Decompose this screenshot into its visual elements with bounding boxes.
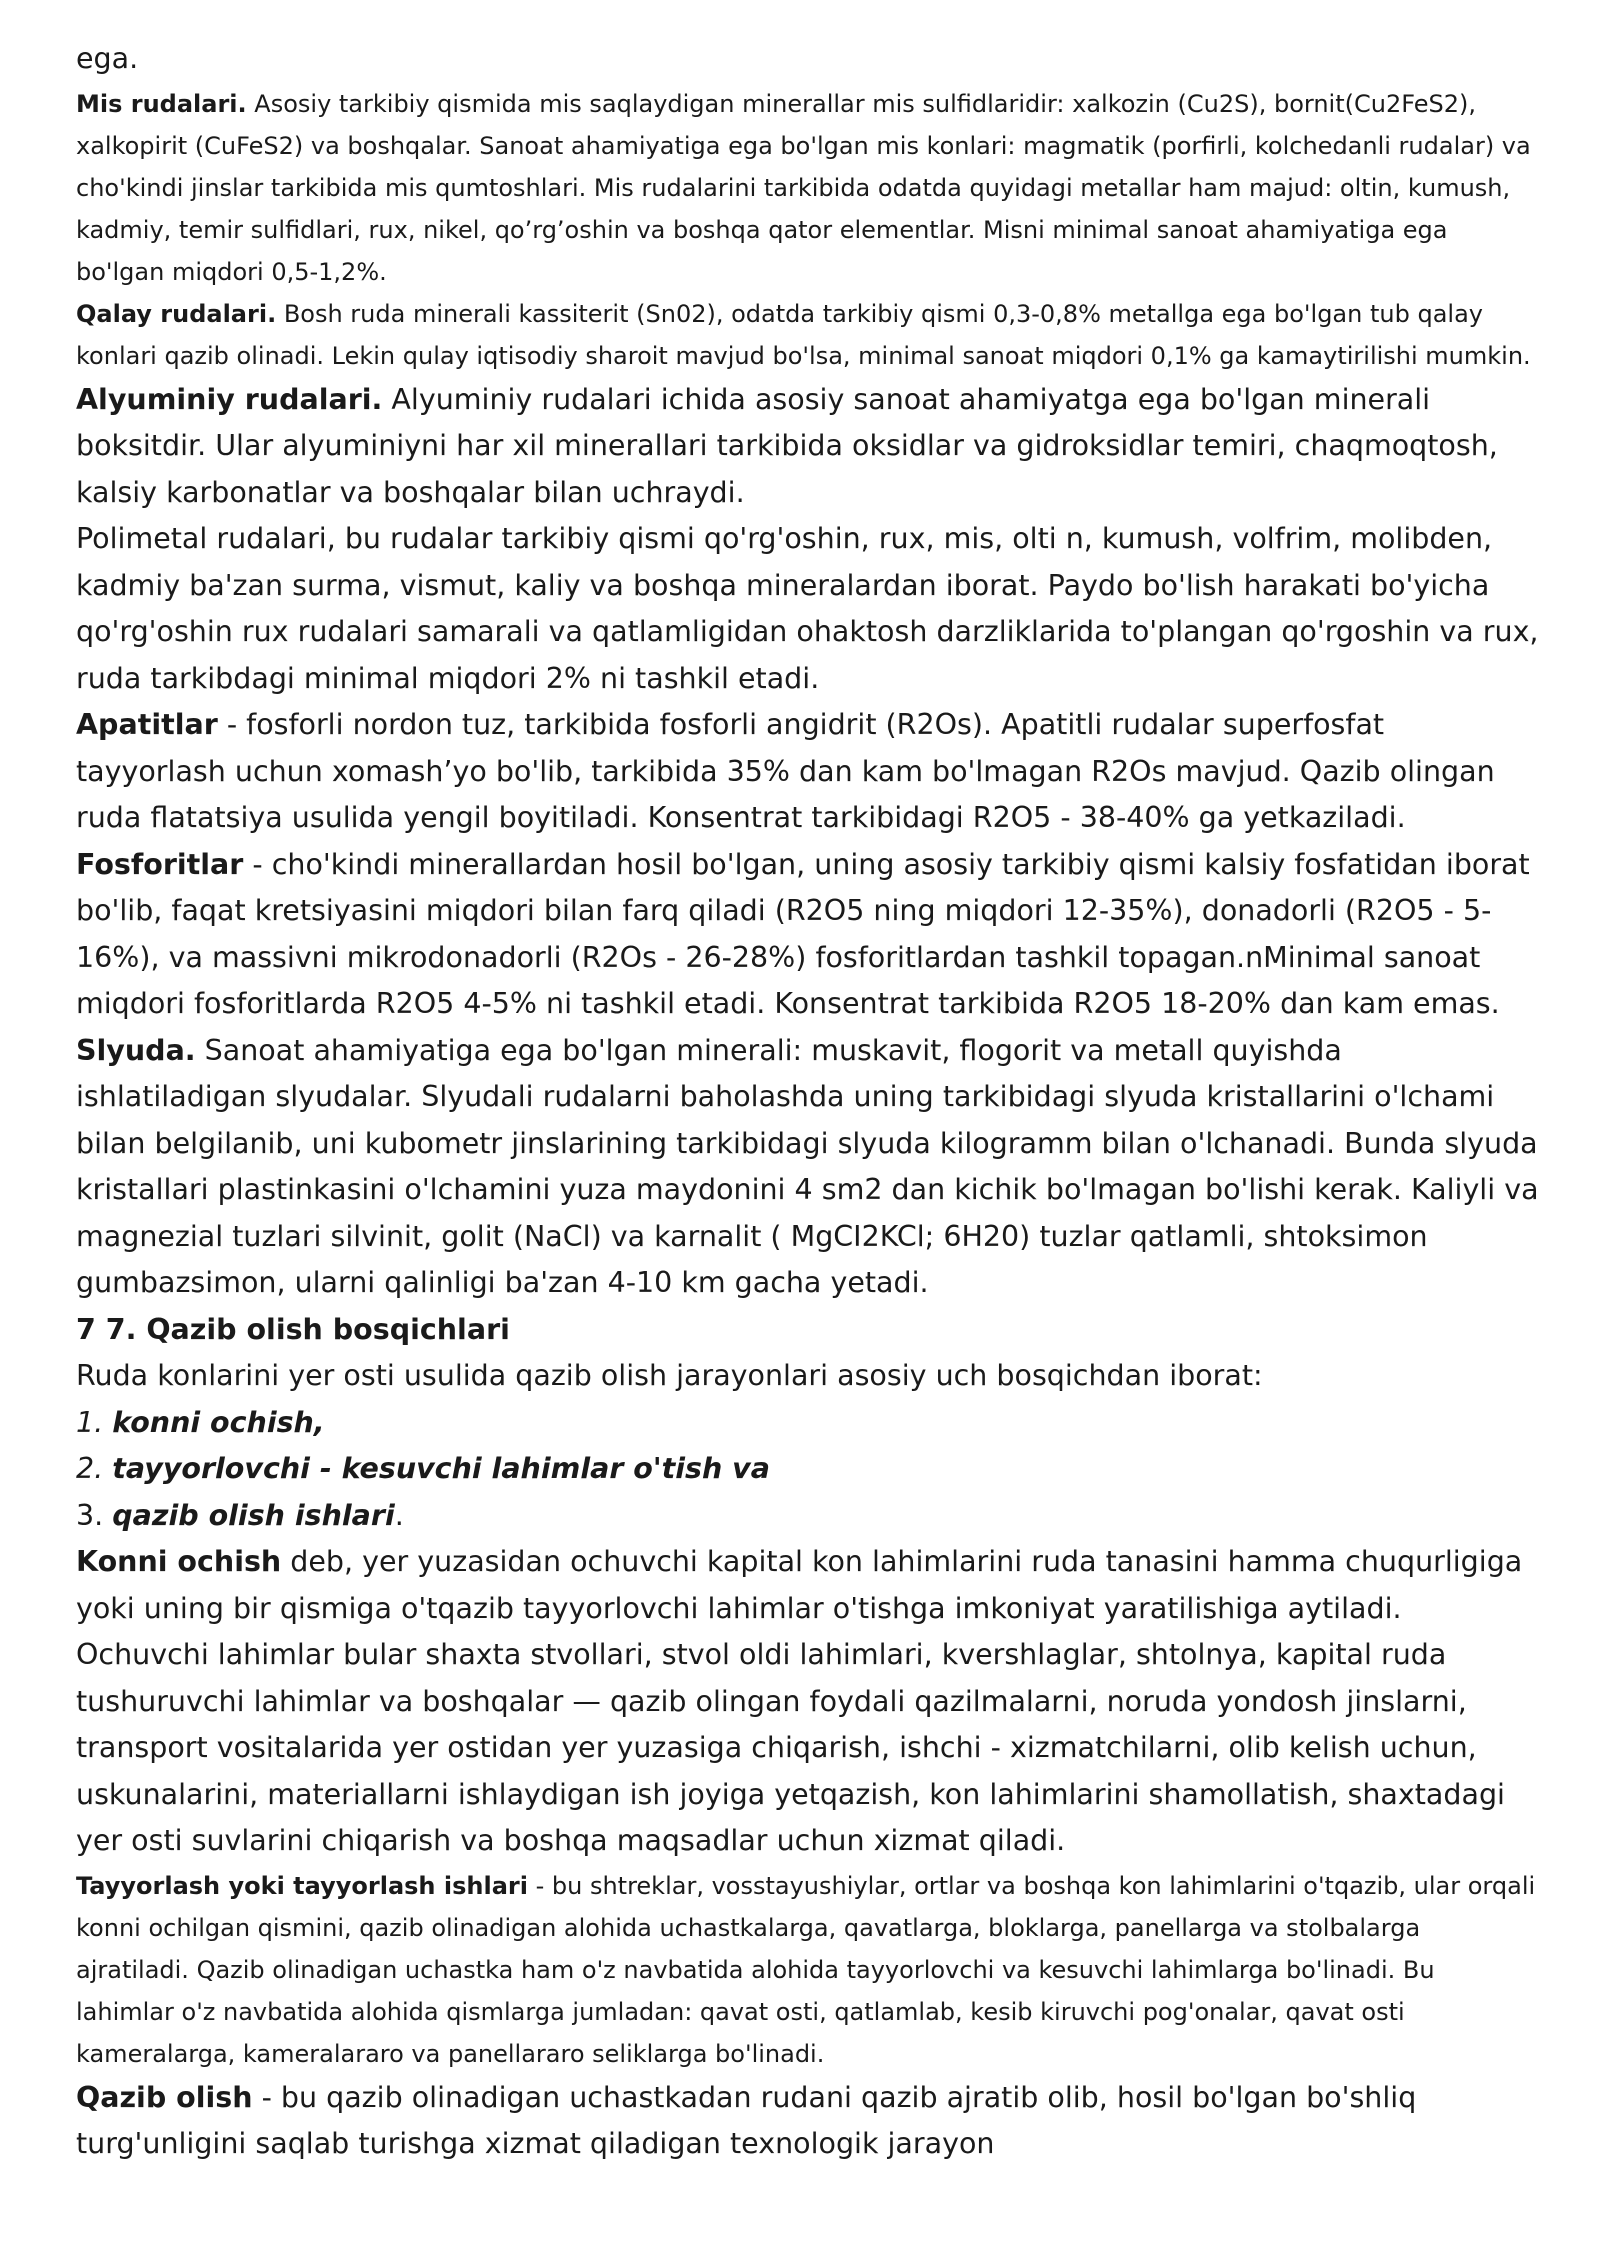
paragraph-text: deb, yer yuzasidan ochuvchi kapital kon lahimlarini ruda tanasini hamma chuqurligiga yoki uning bir qismiga o'tqazib tayyorlovchi lahimlar o'tishga imkoniyat yaratilishiga aytiladi. Ochuvchi lahimlar bular shaxta stvollari, stvol oldi lahimlari, kvershlaglar, shtolnya, kapital ruda tushuruvchi lahimlar va boshqalar — qazib olingan foydali qazilmalarni, noruda yondosh jinslarni, transport vositalarida yer ostidan yer yuzasiga chiqarish, ishchi - xizmatchilarni, olib kelish uchun, uskunalarini, materiallarni ishlaydigan ish joyiga yetqazish, kon lahimlarini shamollatish, shaxtadagi yer osti suvlarini chiqarish va boshqa maqsadlar uchun xizmat qiladi.	[76, 1545, 1523, 1857]
term-heading: Mis rudalari.	[76, 89, 247, 118]
paragraph-text: - bu qazib olinadigan uchastkadan rudani qazib ajratib olib, hosil bo'lgan bo'shliq turg'unligini saqlab turishga xizmat qiladigan texnologik jarayon	[76, 2080, 1417, 2160]
list-item	[76, 1400, 1540, 1447]
paragraph-text: Polimetal rudalari, bu rudalar tarkibiy qismi qo'rg'oshin, rux, mis, olti n, kumush, volfrim, molibden, kadmiy ba'zan surma, vismut, kaliy va boshqa mineralardan iborat. Paydo bo'lish harakati bo'yicha qo'rg'oshin rux rudalari samarali va qatlamligidan ohaktosh darzliklarida to'plangan qo'rgoshin va rux, ruda tarkibdagi minimal miqdori 2% ni tashkil etadi.	[76, 522, 1539, 695]
paragraph-text: Ruda konlarini yer osti usulida qazib olish jarayonlari asosiy uch bosqichdan iborat:	[76, 1359, 1263, 1392]
paragraph-text: ega.	[76, 42, 139, 75]
paragraph-extraction	[76, 2075, 1540, 2168]
list-item-text: qazib olish ishlari	[112, 1498, 395, 1532]
paragraph-text: - bu shtreklar, vosstayushiylar, ortlar va boshqa kon lahimlarini o'tqazib, ular orqali konni ochilgan qismini, qazib olinadigan alohida uchastkalarga, qavatlarga, bloklarga, panellarga va stolbalarga ajratiladi. Qazib olinadigan uchastka ham o'z navbatida alohida tayyorlovchi va kesuvchi lahimlarga bo'linadi. Bu lahimlar o'z navbatida alohida qismlarga jumladan: qavat osti, qatlamlab, kesib kiruvchi pog'onalar, qavat osti kameralarga, kameralararo va panellararo seliklarga bo'linadi.	[76, 1871, 1536, 2068]
paragraph-text: - cho'kindi minerallardan hosil bo'lgan, uning asosiy tarkibiy qismi kalsiy fosfatidan iborat bo'lib, faqat kretsiyasini miqdori bilan farq qiladi (R2O5 ning miqdori 12-35%), donadorli (R2O5 - 5-16%), va massivni mikrodonadorli (R2Os - 26-28%) fosforitlardan tashkil topagan.nMinimal sanoat miqdori fosforitlarda R2O5 4-5% ni tashkil etadi. Konsentrat tarkibida R2O5 18-20% dan kam emas.	[76, 847, 1530, 1020]
term-heading: Slyuda.	[76, 1033, 196, 1067]
paragraph-tin-ores	[76, 293, 1540, 377]
paragraph-text: Alyuminiy rudalari ichida asosiy sanoat ahamiyatga ega bo'lgan minerali boksitdir. Ular alyuminiyni har xil minerallari tarkibida oksidlar va gidroksidlar temiri, chaqmoqtosh, kalsiy karbonatlar va boshqalar bilan uchraydi.	[76, 382, 1498, 509]
list-item	[76, 1446, 1540, 1493]
paragraph-mine-opening	[76, 1539, 1540, 1865]
list-item-tail: .	[394, 1498, 404, 1532]
section-heading-text: 7 7. Qazib olish bosqichlari	[76, 1312, 510, 1346]
list-number: 3.	[76, 1498, 104, 1532]
term-heading: Konni ochish	[76, 1545, 282, 1578]
list-item-text: tayyorlovchi - kesuvchi lahimlar o'tish va	[112, 1452, 770, 1485]
paragraph-apatites	[76, 702, 1540, 842]
list-number: 1.	[76, 1405, 104, 1439]
term-heading: Alyuminiy rudalari.	[76, 382, 383, 416]
paragraph-continuation	[76, 36, 1540, 83]
list-item	[76, 1493, 1540, 1540]
list-item-text: konni ochish,	[112, 1405, 325, 1439]
paragraph-phosphorites	[76, 842, 1540, 1028]
paragraph-preparation	[76, 1865, 1540, 2075]
paragraph-intro	[76, 1353, 1540, 1400]
paragraph-text: Sanoat ahamiyatiga ega bo'lgan minerali: muskavit, flogorit va metall quyishda ishlatiladigan slyudalar. Slyudali rudalarni baholashda uning tarkibidagi slyuda kristallarini o'lchami bilan belgilanib, uni kubometr jinslarining tarkibidagi slyuda kilogramm bilan o'lchanadi. Bunda slyuda kristallari plastinkasini o'lchamini yuza maydonini 4 sm2 dan kichik bo'lmagan bo'lishi kerak. Kaliyli va magnezial tuzlari silvinit, golit (NaCl) va karnalit ( MgCI2KCl; 6H20) tuzlar qatlamli, shtoksimon gumbazsimon, ularni qalinligi ba'zan 4-10 km gacha yetadi.	[76, 1033, 1539, 1299]
paragraph-text: Asosiy tarkibiy qismida mis saqlaydigan minerallar mis sulfidlaridir: xalkozin (Cu2S), bornit(Cu2FeS2), xalkopirit (CuFeS2) va boshqalar. Sanoat ahamiyatiga ega bo'lgan mis konlari: magmatik (porfirli, kolchedanli rudalar) va cho'kindi jinslar tarkibida mis qumtoshlari. Mis rudalarini tarkibida odatda quyidagi metallar ham majud: oltin, kumush, kadmiy, temir sulfidlari, rux, nikel, qo’rg’oshin va boshqa qator elementlar. Misni minimal sanoat ahamiyatiga ega bo'lgan miqdori 0,5-1,2%.	[76, 89, 1531, 286]
term-heading: Tayyorlash yoki tayyorlash ishlari	[76, 1871, 528, 1900]
term-heading: Fosforitlar	[76, 847, 244, 881]
paragraph-copper-ores	[76, 83, 1540, 293]
paragraph-aluminium-ores	[76, 377, 1540, 517]
paragraph-polymetal-ores	[76, 516, 1540, 702]
term-heading: Qazib olish	[76, 2080, 253, 2114]
term-heading: Qalay rudalari.	[76, 299, 277, 328]
paragraph-text: - fosforli nordon tuz, tarkibida fosforli angidrit (R2Os). Apatitli rudalar superfosfat tayyorlash uchun xomash’yo bo'lib, tarkibida 35% dan kam bo'lmagan R2Os mavjud. Qazib olingan ruda flatatsiya usulida yengil boyitiladi. Konsentrat tarkibidagi R2O5 - 38-40% ga yetkaziladi.	[76, 708, 1495, 834]
section-heading	[76, 1307, 1540, 1354]
term-heading: Apatitlar	[76, 708, 218, 741]
paragraph-text: Bosh ruda minerali kassiterit (Sn02), odatda tarkibiy qismi 0,3-0,8% metallga ega bo'lgan tub qalay konlari qazib olinadi. Lekin qulay iqtisodiy sharoit mavjud bo'lsa, minimal sanoat miqdori 0,1% ga kamaytirilishi mumkin.	[76, 299, 1531, 370]
paragraph-mica	[76, 1028, 1540, 1307]
list-number: 2.	[76, 1452, 104, 1485]
